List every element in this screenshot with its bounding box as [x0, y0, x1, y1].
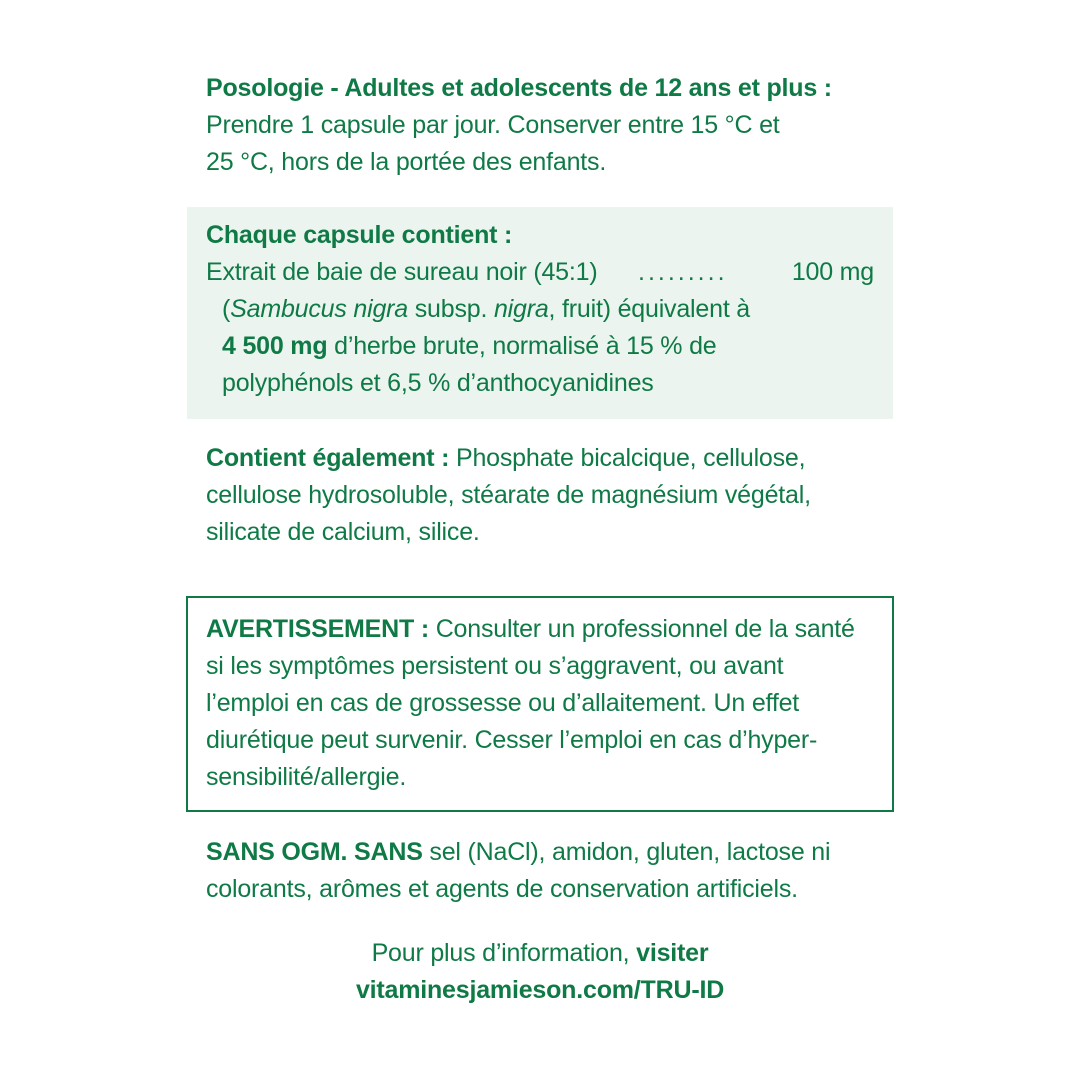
nonmedicinal-text-1: Phosphate bicalcique, cellulose, — [449, 444, 806, 472]
warning-line-2: si les symptômes persistent ou s’aggravent, ou avant — [206, 652, 784, 680]
subspecies-name: nigra — [493, 295, 549, 323]
ingredient-name: Extrait de baie de sureau noir (45:1) — [206, 258, 598, 286]
ingredient-source-line — [206, 291, 893, 328]
source-open-paren: ( — [222, 295, 231, 323]
species-name: Sambucus nigra — [230, 295, 408, 323]
dosage-line-2: 25 °C, hors de la portée des enfants. — [206, 148, 607, 176]
warning-label: AVERTISSEMENT : — [206, 615, 429, 643]
nonmedicinal-line-3: silicate de calcium, silice. — [206, 518, 480, 546]
warning-line-4: diurétique peut survenir. Cesser l’emploi en cas d’hyper- — [206, 726, 818, 754]
free-from-line-2: colorants, arômes et agents de conservation artificiels. — [206, 875, 798, 903]
nonmedicinal-ingredients-section — [206, 440, 896, 551]
free-from-section — [206, 834, 896, 908]
free-from-label: SANS OGM. SANS — [206, 838, 423, 866]
more-info-section — [0, 935, 1080, 1009]
more-info-text: Pour plus d’information, — [371, 939, 637, 967]
free-from-line-1 — [206, 834, 896, 871]
nonmedicinal-label: Contient également : — [206, 444, 450, 472]
warning-line-1 — [206, 611, 892, 648]
ingredient-standardization-line: polyphénols et 6,5 % d’anthocyanidines — [222, 369, 654, 397]
ingredient-row — [206, 254, 874, 291]
website-url: vitaminesjamieson.com/TRU-ID — [355, 976, 725, 1004]
dosage-line-1: Prendre 1 capsule par jour. Conserver entre 15 °C et — [206, 111, 780, 139]
ingredient-amount: 100 mg — [791, 258, 874, 286]
more-info-line-1 — [0, 935, 1080, 972]
source-rest: , fruit) équivalent à — [548, 295, 751, 323]
warning-text-1: Consulter un professionnel de la santé — [428, 615, 855, 643]
equivalent-amount: 4 500 mg — [222, 332, 328, 360]
equivalent-rest: d’herbe brute, normalisé à 15 % de — [327, 332, 717, 360]
warning-line-5: sensibilité/allergie. — [206, 763, 407, 791]
dosage-section — [206, 70, 906, 181]
medicinal-ingredients-panel — [187, 207, 893, 419]
subsp-label: subsp. — [408, 295, 494, 323]
free-from-text-1: sel (NaCl), amidon, gluten, lactose ni — [422, 838, 831, 866]
ingredient-dot-leader: ......... — [638, 258, 728, 286]
nonmedicinal-line-2: cellulose hydrosoluble, stéarate de magnésium végétal, — [206, 481, 811, 509]
ingredients-heading: Chaque capsule contient : — [206, 221, 513, 249]
nonmedicinal-line-1 — [206, 440, 896, 477]
warning-box — [186, 596, 894, 812]
ingredient-equivalent-line — [206, 328, 893, 365]
warning-line-3: l’emploi en cas de grossesse ou d’allaitement. Un effet — [206, 689, 800, 717]
dosage-heading: Posologie - Adultes et adolescents de 12 ans et plus : — [206, 74, 832, 102]
more-info-action: visiter — [636, 939, 709, 967]
